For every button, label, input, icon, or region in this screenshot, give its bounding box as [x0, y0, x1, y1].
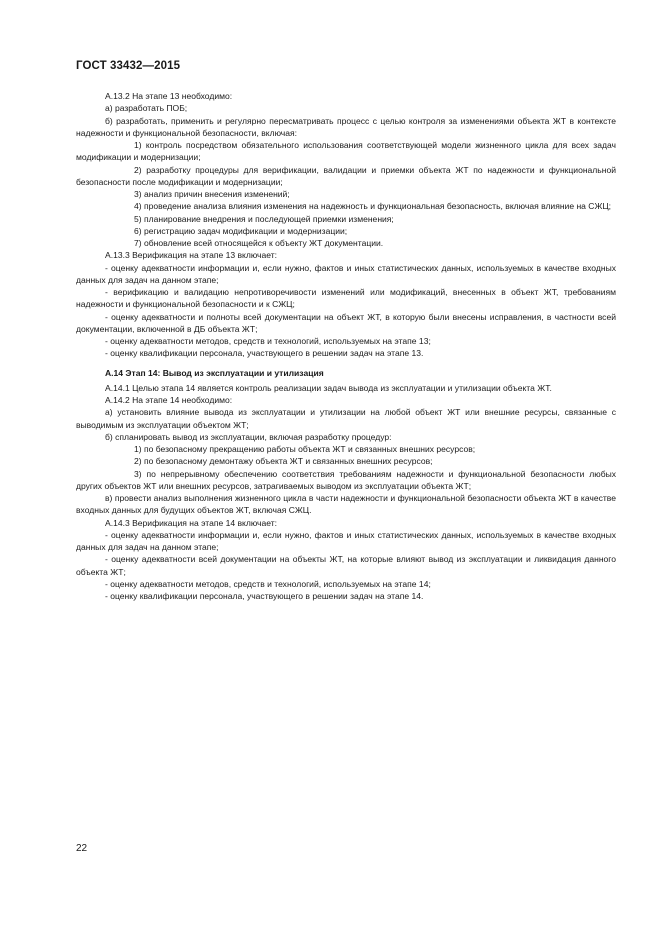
paragraph: б) спланировать вывод из эксплуатации, включая разработку процедур: [105, 431, 392, 442]
list-item: - оценку адекватности всей документации на объекты ЖТ, на которые влияют вывод из эксплуатации и ликвидация данного объекта ЖТ; [76, 554, 616, 577]
list-item: - верификацию и валидацию непротиворечивости изменений или модификаций, внесенных в объект ЖТ, требованиям надежности и функциональной безопасности и к СЖЦ; [76, 287, 616, 310]
list-item: 2) разработку процедуры для верификации, валидации и приемки объекта ЖТ по надежности и функциональной безопасности после модификации и модернизации; [76, 164, 616, 187]
list-item: - оценку адекватности и полноты всей документации на объект ЖТ, в которую были внесены исправления, в частности всей документации, включенной в ДБ объекта ЖТ; [76, 311, 616, 334]
list-item: - оценку адекватности методов, средств и технологий, используемых на этапе 13; [105, 336, 431, 346]
list-item: 1) по безопасному прекращению работы объекта ЖТ и связанных внешних ресурсов; [134, 444, 476, 454]
list-item: 3) по непрерывному обеспечению соответствия требованиям надежности и функциональной безопасности любых других объектов ЖТ или внешних ресурсов, затрагиваемых выводом из эксплуатации объекта ЖТ; [76, 468, 616, 491]
document-header: ГОСТ 33432—2015 [76, 60, 181, 72]
document-body [76, 90, 616, 602]
paragraph: А.14.1 Целью этапа 14 является контроль реализации задач вывода из эксплуатации и утилизации объекта ЖТ. [105, 382, 552, 393]
paragraph: а) установить влияние вывода из эксплуатации и утилизации на любой объект ЖТ или внешние ресурсы, связанные с выводимым из эксплуатации объектом ЖТ; [76, 407, 616, 430]
paragraph: А.14.3 Верификация на этапе 14 включает: [105, 517, 278, 528]
list-item: 3) анализ причин внесения изменений; [134, 189, 290, 199]
paragraph: б) разработать, применить и регулярно пересматривать процесс с целью контроля за изменениями объекта ЖТ в контексте надежности и функциональной безопасности, включая: [76, 115, 616, 138]
paragraph: А.14.2 На этапе 14 необходимо: [105, 395, 233, 405]
paragraph: в) провести анализ выполнения жизненного цикла в части надежности и функциональной безопасности объекта ЖТ в качестве входных данных для будущих объектов ЖТ, включая СЖЦ. [76, 493, 616, 516]
list-item: 2) по безопасному демонтажу объекта ЖТ и связанных внешних ресурсов; [134, 456, 433, 467]
list-item: 7) обновление всей относящейся к объекту ЖТ документации. [134, 238, 384, 248]
list-item: - оценку квалификации персонала, участвующего в решении задач на этапе 14. [105, 591, 424, 601]
paragraph: а) разработать ПОБ; [105, 103, 188, 114]
list-item: - оценку адекватности информации и, если нужно, фактов и иных статистических данных, используемых в качестве входных данных для задач на данном этапе; [76, 529, 616, 552]
list-item: 1) контроль посредством обязательного использования соответствующей модели жизненного цикла для всех задач модификации и модернизации; [76, 140, 616, 163]
page-number: 22 [76, 843, 88, 854]
list-item: - оценку квалификации персонала, участвующего в решении задач на этапе 13. [105, 348, 424, 359]
paragraph: А.13.2 На этапе 13 необходимо: [105, 91, 233, 101]
list-item: 4) проведение анализа влияния изменения на надежность и функциональная безопасность, включая влияние на СЖЦ; [134, 201, 612, 212]
list-item: 6) регистрацию задач модификации и модернизации; [134, 225, 348, 236]
list-item: - оценку адекватности методов, средств и технологий, используемых на этапе 14; [105, 578, 431, 589]
list-item: - оценку адекватности информации и, если нужно, фактов и иных статистических данных, используемых в качестве входных данных для задач на данном этапе; [76, 262, 616, 285]
section-heading: А.14 Этап 14: Вывод из эксплуатации и утилизация [105, 367, 324, 378]
paragraph: А.13.3 Верификация на этапе 13 включает: [105, 250, 278, 261]
list-item: 5) планирование внедрения и последующей приемки изменения; [134, 213, 394, 224]
